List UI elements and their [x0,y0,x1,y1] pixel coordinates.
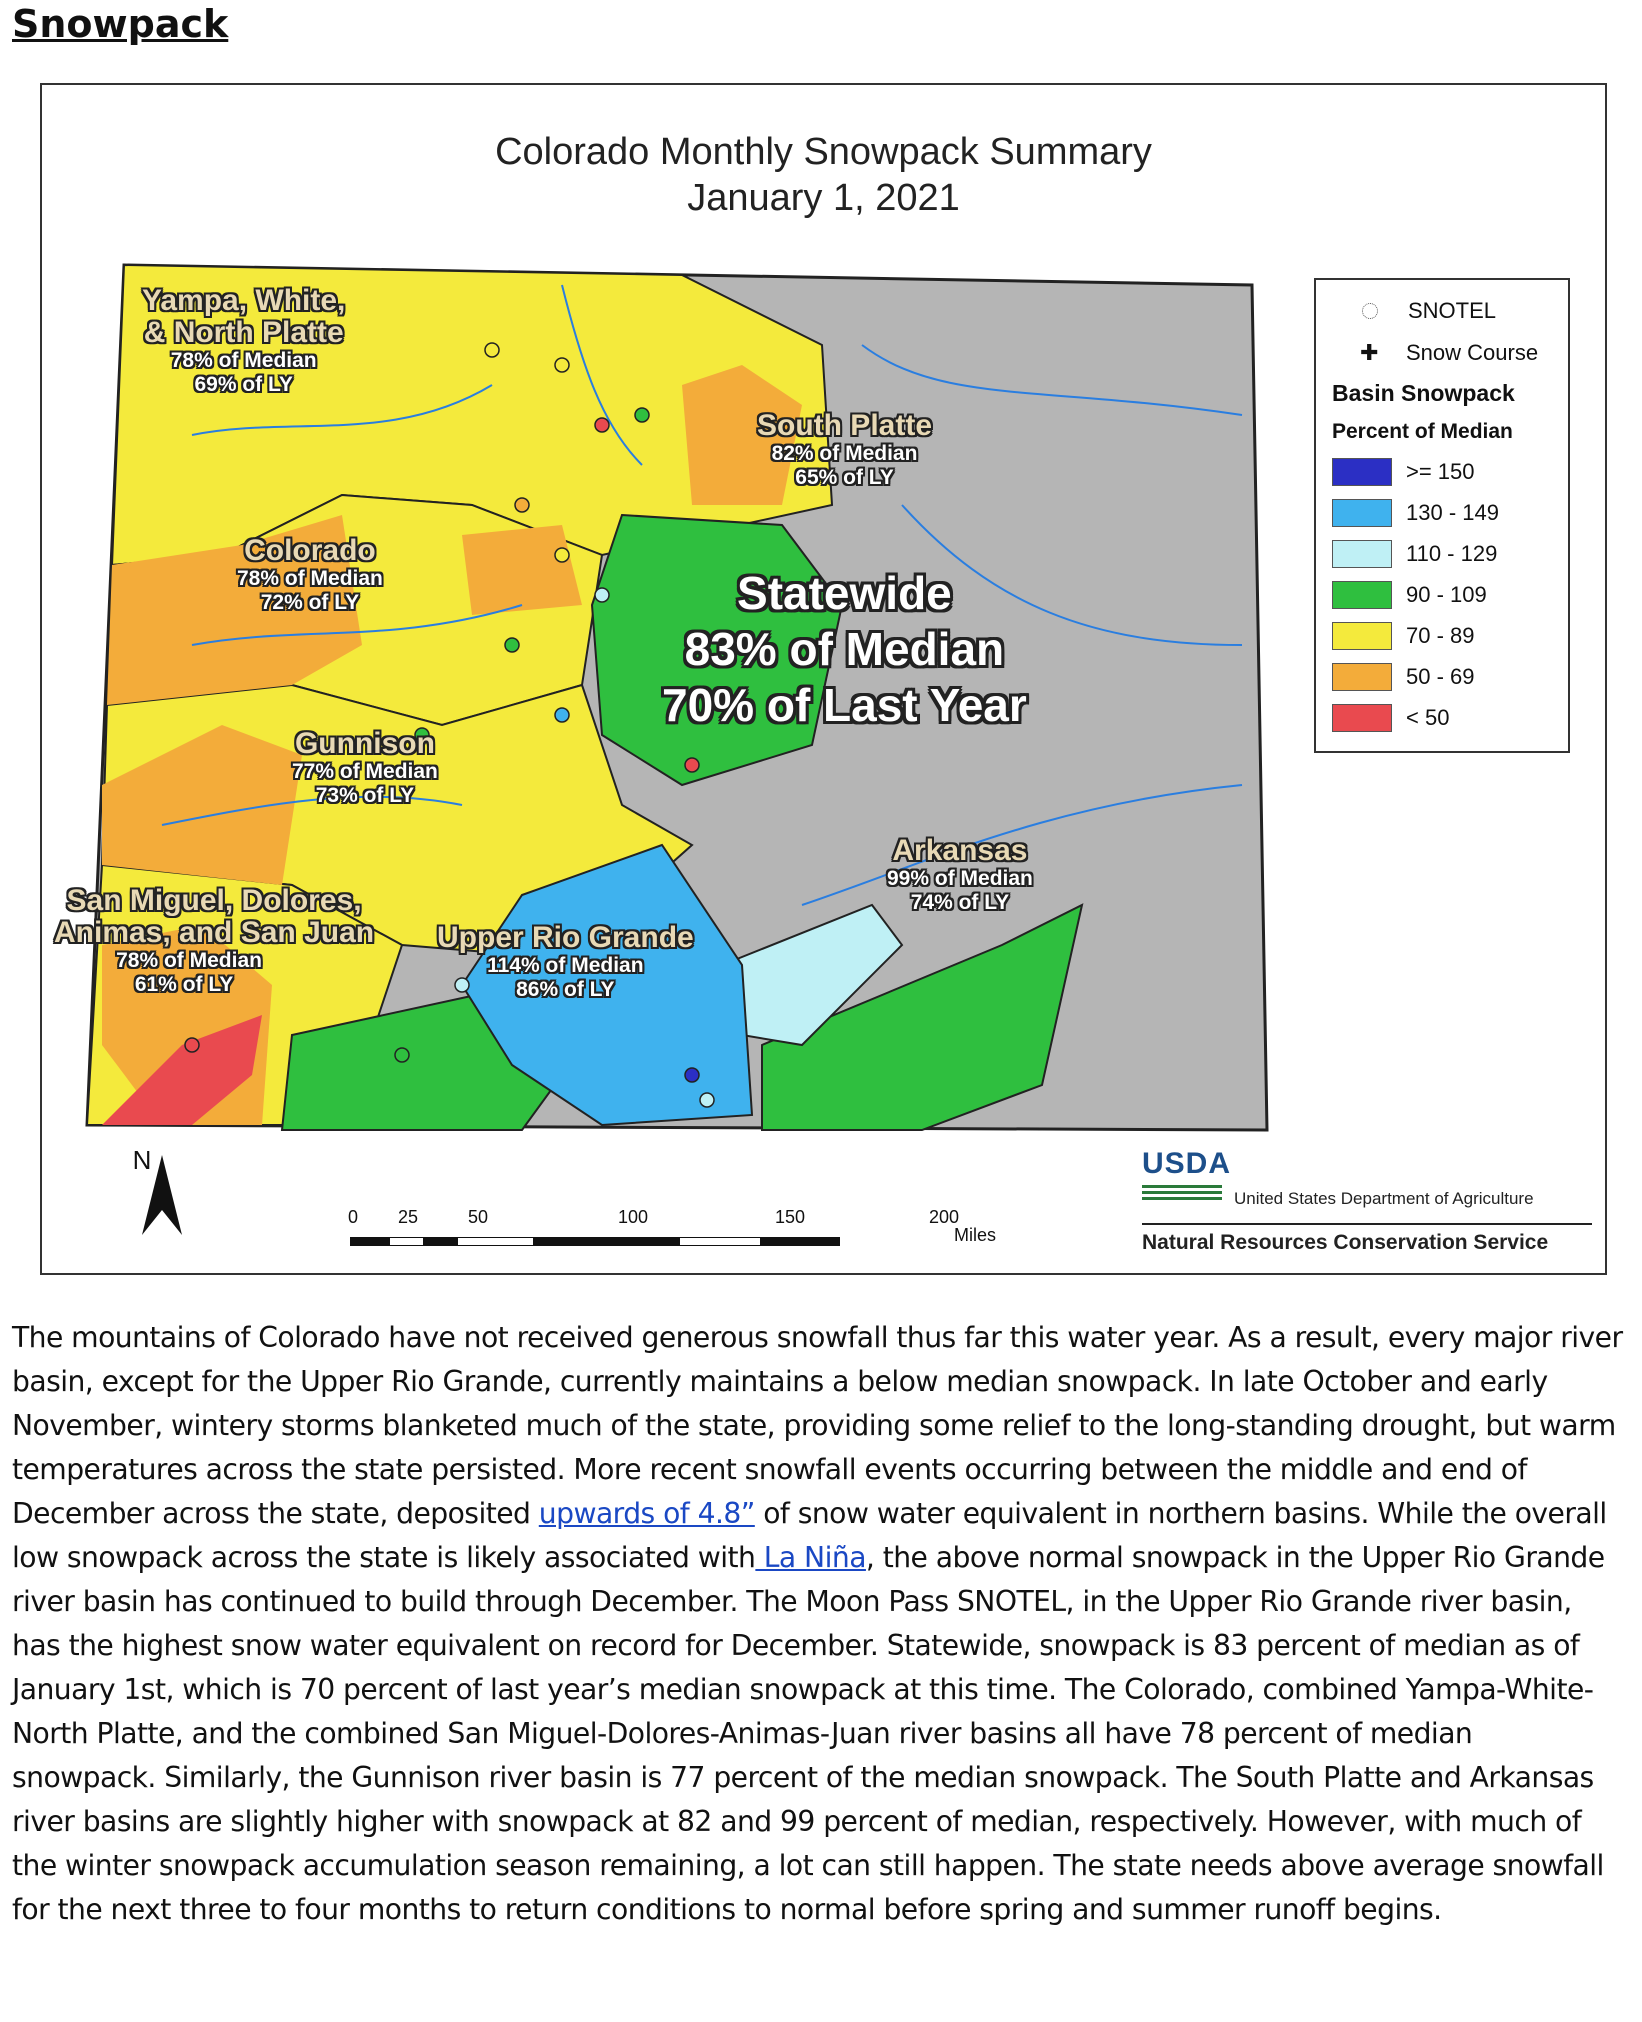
legend-item [1332,499,1499,527]
basin-ly: 61% of LY [134,973,234,996]
legend-item-label: 110 - 129 [1406,541,1498,566]
basin-median: 78% of Median [116,949,262,972]
basin-label-south-platte [757,410,932,490]
legend-snotel [1332,298,1496,324]
legend-item-label: < 50 [1406,705,1450,730]
basin-median: 78% of Median [170,349,317,372]
basin-label-colorado [237,535,383,615]
basin-name-line1: San Miguel, Dolores, [66,884,362,917]
basin-ly: 65% of LY [795,466,894,489]
statewide-line1: Statewide [737,567,952,619]
legend-swatch [1332,663,1392,691]
legend-snotel-label: SNOTEL [1408,298,1497,323]
scale-unit: Miles [954,1225,997,1245]
basin-label-san-juan [54,885,374,997]
usda-logo-stripes [1142,1185,1222,1203]
north-label: N [132,1145,152,1175]
legend-snow-course-label: Snow Course [1406,340,1539,365]
legend-swatch [1332,458,1392,486]
legend-item [1332,581,1487,609]
statewide-line3: 70% of Last Year [662,679,1027,731]
basin-ly: 69% of LY [194,373,293,396]
la-nina-link[interactable]: La Niña [755,1541,866,1574]
statewide-line2: 83% of Median [684,623,1005,675]
legend-swatch [1332,540,1392,568]
legend-item-label: 50 - 69 [1406,664,1475,689]
legend-snow-course [1332,340,1538,366]
scale-bar [350,1237,840,1246]
basin-label-arkansas [887,835,1033,915]
upwards-link[interactable]: upwards of 4.8” [538,1497,755,1530]
basin-median: 82% of Median [771,442,918,465]
snowpack-map [40,83,1607,1275]
nrcs-name: Natural Resources Conservation Service [1142,1223,1592,1255]
basin-ly: 72% of LY [260,591,360,614]
legend-item-label: 70 - 89 [1406,623,1475,648]
scale-tick-label: 25 [398,1207,419,1227]
legend-swatch [1332,581,1392,609]
basin-label-upper-rio-grande [437,922,694,1002]
body-text-part2: of snow water equivalent in northern basins. While the overall low snowpack across the state is likely associated with [12,1497,1607,1574]
legend-item [1332,704,1449,732]
map-title-line1: Colorado Monthly Snowpack Summary [495,131,1152,173]
legend-item-label: 90 - 109 [1406,582,1487,607]
snow-course-cross-icon: ✚ [1360,340,1379,365]
legend-swatch [1332,499,1392,527]
basin-name: Colorado [244,534,376,567]
scale-tick-label: 150 [775,1207,806,1227]
orange-area-central [462,525,582,615]
section-heading: Snowpack [12,2,229,46]
basin-name: Upper Rio Grande [437,921,694,954]
usda-department: United States Department of Agriculture [1234,1189,1534,1208]
map-legend [1314,278,1570,753]
basin-label-gunnison [292,728,438,808]
legend-item [1332,458,1475,486]
basin-median: 99% of Median [887,867,1033,890]
map-title-line2: January 1, 2021 [687,177,960,219]
basin-name: Gunnison [294,727,435,760]
basin-name-line2: & North Platte [143,316,344,349]
usda-logo: USDA [1142,1147,1232,1180]
scale-tick-label: 50 [468,1207,489,1227]
legend-swatch [1332,704,1392,732]
basin-ly: 86% of LY [516,978,615,1001]
statewide-label [662,565,1027,733]
map-title [42,129,1605,221]
basin-median: 78% of Median [237,567,383,590]
basin-ly: 73% of LY [315,784,415,807]
basin-median: 77% of Median [292,760,438,783]
legend-item-label: >= 150 [1406,459,1475,484]
snotel-circle-icon [1362,303,1378,319]
legend-item-label: 130 - 149 [1406,500,1499,525]
usda-branding [1142,1147,1592,1254]
basin-ly: 74% of LY [910,891,1010,914]
basin-name-line2: Animas, and San Juan [54,916,375,949]
body-text-part1: The mountains of Colorado have not received generous snowfall thus far this water year. As a result, every major river basin, except for the Upper Rio Grande, currently maintains a below median snowpack. In late October and early November, wintery storms blanketed much of the state, providing some relief to the long-standing drought, but warm temperatures across the state persisted. More recent snowfall events occurring between the middle and end of December across the state, deposited [12,1321,1623,1530]
body-text-part3: , the above normal snowpack in the Upper Rio Grande river basin has continued to build through December. The Moon Pass SNOTEL, in the Upper Rio Grande river basin, has the highest snow water equivalent on record for December. Statewide, snowpack is 83 percent of median as of January 1st, which is 70 percent of last year’s median snowpack at this time. The Colorado, combined Yampa-White-North Platte, and the combined San Miguel-Dolores-Animas-Juan river basins all have 78 percent of median snowpack. Similarly, the Gunnison river basin is 77 percent of the median snowpack. The South Platte and Arkansas river basins are slightly higher with snowpack at 82 and 99 percent of median, respectively. However, with much of the winter snowpack accumulation season remaining, a lot can still happen. The state needs above average snowfall for the next three to four months to return conditions to normal before spring and summer runoff begins. [12,1541,1605,1926]
legend-heading-percent: Percent of Median [1332,420,1513,443]
body-paragraph [12,1316,1624,1932]
legend-swatch [1332,622,1392,650]
basin-name: South Platte [757,409,933,442]
legend-item [1332,540,1497,568]
legend-item [1332,622,1475,650]
basin-label-yampa [142,285,345,397]
legend-heading-basin: Basin Snowpack [1332,380,1515,406]
basin-name-line1: Yampa, White, [142,284,346,317]
legend-item [1332,663,1475,691]
scale-tick-label: 0 [348,1207,359,1227]
scale-tick-label: 100 [618,1207,649,1227]
scale-tick-label: 200 [929,1207,960,1227]
basin-median: 114% of Median [487,954,644,977]
basin-name: Arkansas [892,834,1028,867]
